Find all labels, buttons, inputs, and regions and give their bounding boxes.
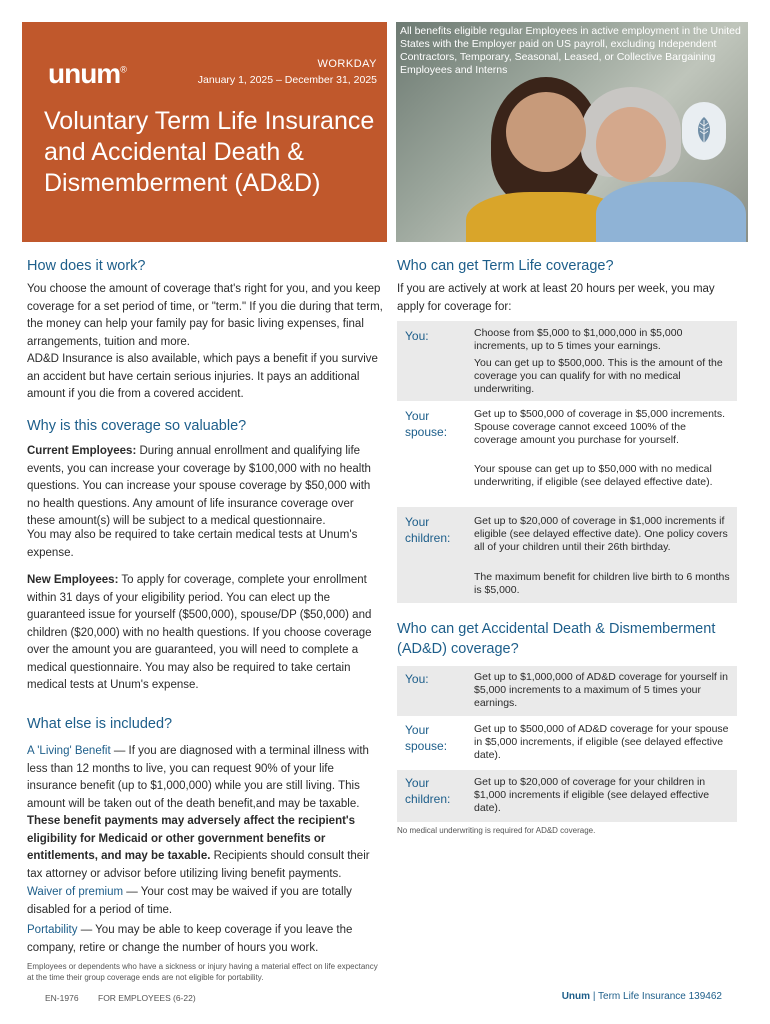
waiver-paragraph: Waiver of premium — Your cost may be waived if you are totally disabled for a period of time. xyxy=(27,886,352,916)
audience-label: FOR EMPLOYEES xyxy=(98,993,171,1003)
portability-footnote: Employees or dependents who have a sickness or injury having a material effect on life expectancy at the time their group coverage ends are not eligible for portability. xyxy=(27,962,378,982)
unum-logo: unum® xyxy=(48,58,126,89)
portability-paragraph: Portability — You may be able to keep coverage if you leave the company, retire or change the number of hours you work. xyxy=(27,924,353,954)
add-footnote: No medical underwriting is required for AD&D coverage. xyxy=(397,826,596,835)
page-title: Voluntary Term Life Insurance and Accidental Death & Dismemberment (AD&D) xyxy=(44,107,375,197)
table-row: You: Choose from $5,000 to $1,000,000 in $5,000 increments, up to 5 times your earnings. You can get up to $500,000. This is the amount of the coverage you can qualify for with no medical underwriting. xyxy=(397,320,737,401)
hero-banner xyxy=(22,22,387,242)
table-row: Your children: Get up to $20,000 of coverage in $1,000 increments if eligible (see delayed effective date). One policy covers all of your children until their 26th birthday. The maximum benefit for children live birth to 6 months is $5,000. xyxy=(397,506,737,603)
plan-dates: January 1, 2025 – December 31, 2025 xyxy=(197,74,377,86)
current-employees-paragraph: Current Employees: During annual enrollment and qualifying life events, you can increase your coverage by $100,000 with no health questions. You can increase your spouse coverage by $50,000 with no health questions. Any amount of life insurance coverage over these amount(s) will be subject to a medical questionnaire. xyxy=(27,445,371,527)
footer-brand: Unum | Term Life Insurance 139462 xyxy=(561,991,722,1002)
hero-photo xyxy=(396,22,748,242)
form-code: EN-1976 xyxy=(45,993,79,1003)
living-benefit-paragraph: A 'Living' Benefit — If you are diagnosed with a terminal illness with less than 12 months to live, you can request 90% of your life insurance benefit (up to $1,000,000) while you are still living. This amount will be taken out of the death benefit,and may be taxable. These benefit payments may adversely affect the recipient's eligibility for Medicaid or other government benefits or entitlements, and may be taxable. Recipients should consult their tax attorney or advisor before utilizing living benefit payments. xyxy=(27,745,370,880)
table-row: Your children: Get up to $20,000 of coverage for your children in $1,000 increments if eligible (see delayed effective date). xyxy=(397,769,737,822)
else-heading: What else is included? xyxy=(27,716,173,732)
how-heading: How does it work? xyxy=(27,258,146,274)
new-employees-paragraph: New Employees: To apply for coverage, complete your enrollment within 31 days of your eligibility period. You can elect up the guaranteed issue for yourself ($500,000), spouse/DP ($50,000) and children ($20,000) with no health questions. If you choose coverage over the amount you are guaranteed, you will need to complete a medical questionnaire. You may also be required to take certain medical tests at Unum's expense. xyxy=(27,574,372,691)
why-heading: Why is this coverage so valuable? xyxy=(27,418,247,434)
term-intro: If you are actively at work at least 20 hours per week, you may apply for coverage for: xyxy=(397,283,715,313)
medical-tests-paragraph: You may also be required to take certain medical tests at Unum's expense. xyxy=(27,529,358,559)
term-heading: Who can get Term Life coverage? xyxy=(397,258,614,274)
table-row: You: Get up to $1,000,000 of AD&D coverage for yourself in $5,000 increments to a maximum of 5 times your earnings. xyxy=(397,665,737,716)
table-row: Your spouse: Get up to $500,000 of AD&D coverage for your spouse in $5,000 increments, if eligible (see delayed effective date). xyxy=(397,716,737,769)
add-paragraph: AD&D Insurance is also available, which pays a benefit if you survive an accident but have certain serious injuries. It pays an additional amount if you die from a covered accident. xyxy=(27,353,378,400)
eligibility-caption: All benefits eligible regular Employees in active employment in the United States with the Employer paid on US payroll, excluding Independent Contractors, Temporary, Seasonal, Leased, or Collective Bargaining Employees and Interns xyxy=(400,25,741,76)
leaf-icon xyxy=(694,116,714,146)
plan-name: WORKDAY xyxy=(317,58,377,70)
table-row: Your spouse: Get up to $500,000 of coverage in $5,000 increments. Spouse coverage cannot exceed 100% of the coverage amount you purchase for yourself. Your spouse can get up to $50,000 with no medical underwriting, if eligible (see delayed effective date). xyxy=(397,401,737,506)
how-paragraph: You choose the amount of coverage that's right for you, and you keep coverage for a set period of time, or "term." If you die during that term, the money can help your family pay for basic living expenses, final arrangements, tuition and more. xyxy=(27,283,383,348)
add-heading: Who can get Accidental Death & Dismemberment (AD&D) coverage? xyxy=(397,621,716,657)
edition-label: (6-22) xyxy=(173,993,196,1003)
